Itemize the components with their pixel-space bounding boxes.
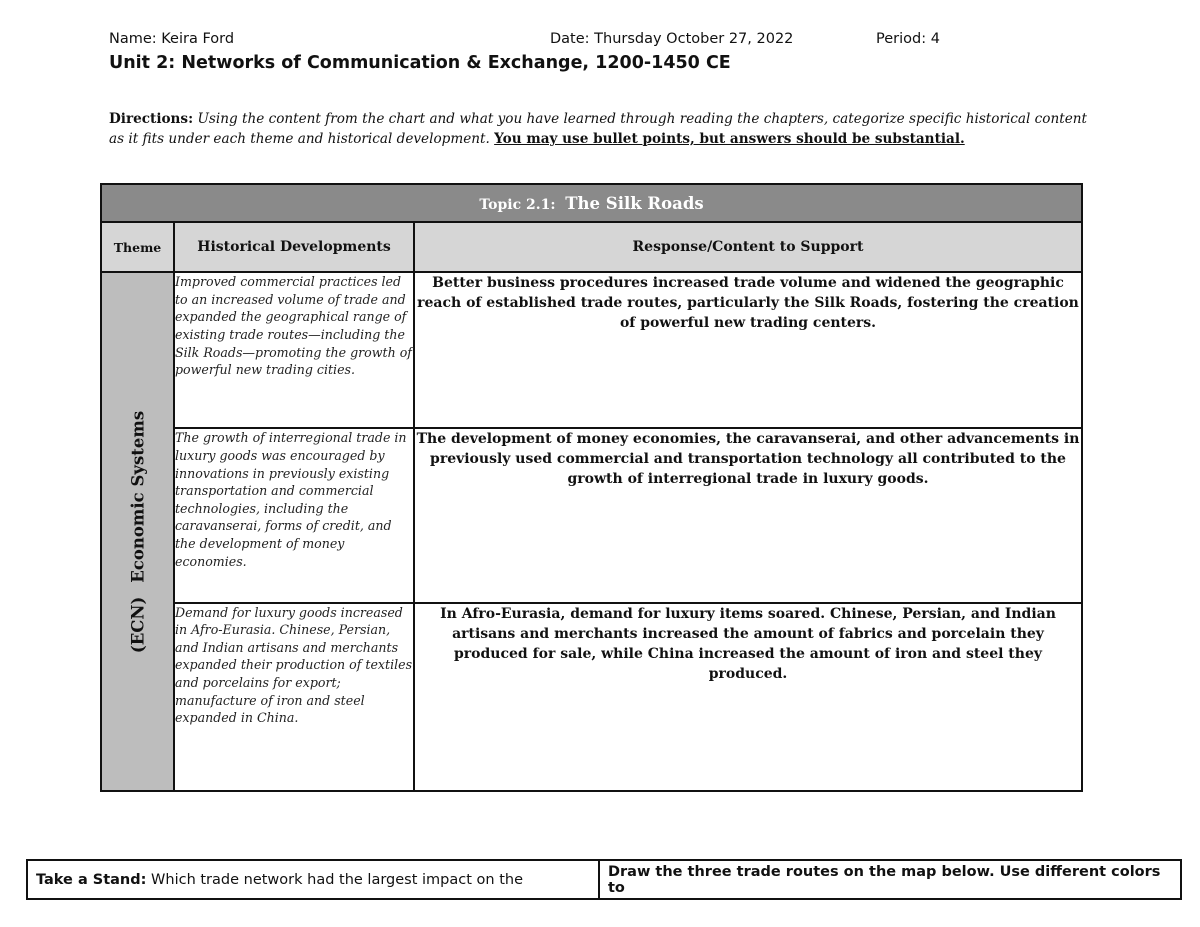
response-cell[interactable]: In Afro-Eurasia, demand for luxury items soared. Chinese, Persian, and Indian artisans and merchants increased the amount of fabrics and porcelain they produced for sale, while China increased the amount of iron and steel they produced. [414, 603, 1082, 791]
directions [109, 109, 1089, 149]
take-a-stand-cell [27, 860, 599, 899]
theme-code: (ECN) [128, 596, 147, 653]
student-name: Name: Keira Ford [109, 31, 235, 47]
table-row [101, 428, 1082, 602]
table-row [101, 603, 1082, 791]
bottom-prompts-row [27, 860, 1181, 899]
take-a-stand-text: Which trade network had the largest impact on the [151, 871, 523, 888]
unit-title: Unit 2: Networks of Communication & Exchange, 1200-1450 CE [109, 53, 731, 73]
topic-name: The Silk Roads [565, 193, 704, 213]
development-cell: Demand for luxury goods increased in Afro-Eurasia. Chinese, Persian, and Indian artisans and merchants expanded their production of textiles and porcelains for export; manufacture of iron and steel expanded in China. [174, 603, 414, 791]
directions-label: Directions: [109, 111, 194, 127]
directions-requirement: You may use bullet points, but answers should be substantial. [494, 131, 965, 147]
silk-roads-table [100, 183, 1083, 792]
directions-text: Using the content from the chart and what you have learned through reading the chapters, categorize specific historical content as it fits under each theme and historical development. [109, 111, 1087, 147]
development-cell: Improved commercial practices led to an increased volume of trade and expanded the geographical range of existing trade routes—including the Silk Roads—promoting the growth of powerful new trading cities. [174, 272, 414, 428]
theme-cell [101, 272, 174, 791]
topic-header [101, 184, 1082, 222]
theme-name: Economic Systems [128, 410, 147, 583]
take-a-stand-label: Take a Stand: [36, 871, 147, 888]
table-row [101, 272, 1082, 428]
column-header-response: Response/Content to Support [414, 222, 1082, 272]
bottom-prompts-table [26, 859, 1182, 900]
development-cell: The growth of interregional trade in luxury goods was encouraged by innovations in previously existing transportation and commercial technologies, including the caravanserai, forms of credit, and the development of money economies. [174, 428, 414, 602]
response-cell[interactable]: The development of money economies, the caravanserai, and other advancements in previously used commercial and transportation technology all contributed to the growth of interregional trade in luxury goods. [414, 428, 1082, 602]
topic-header-row [101, 184, 1082, 222]
response-cell[interactable]: Better business procedures increased trade volume and widened the geographic reach of established trade routes, particularly the Silk Roads, fostering the creation of powerful new trading centers. [414, 272, 1082, 428]
column-header-theme: Theme [101, 222, 174, 272]
date: Date: Thursday October 27, 2022 [550, 31, 794, 47]
period: Period: 4 [876, 31, 940, 47]
theme-label [128, 410, 147, 652]
map-instructions-cell: Draw the three trade routes on the map below. Use different colors to [599, 860, 1181, 899]
topic-label: Topic 2.1: [479, 196, 556, 213]
column-header-row [101, 222, 1082, 272]
column-header-developments: Historical Developments [174, 222, 414, 272]
